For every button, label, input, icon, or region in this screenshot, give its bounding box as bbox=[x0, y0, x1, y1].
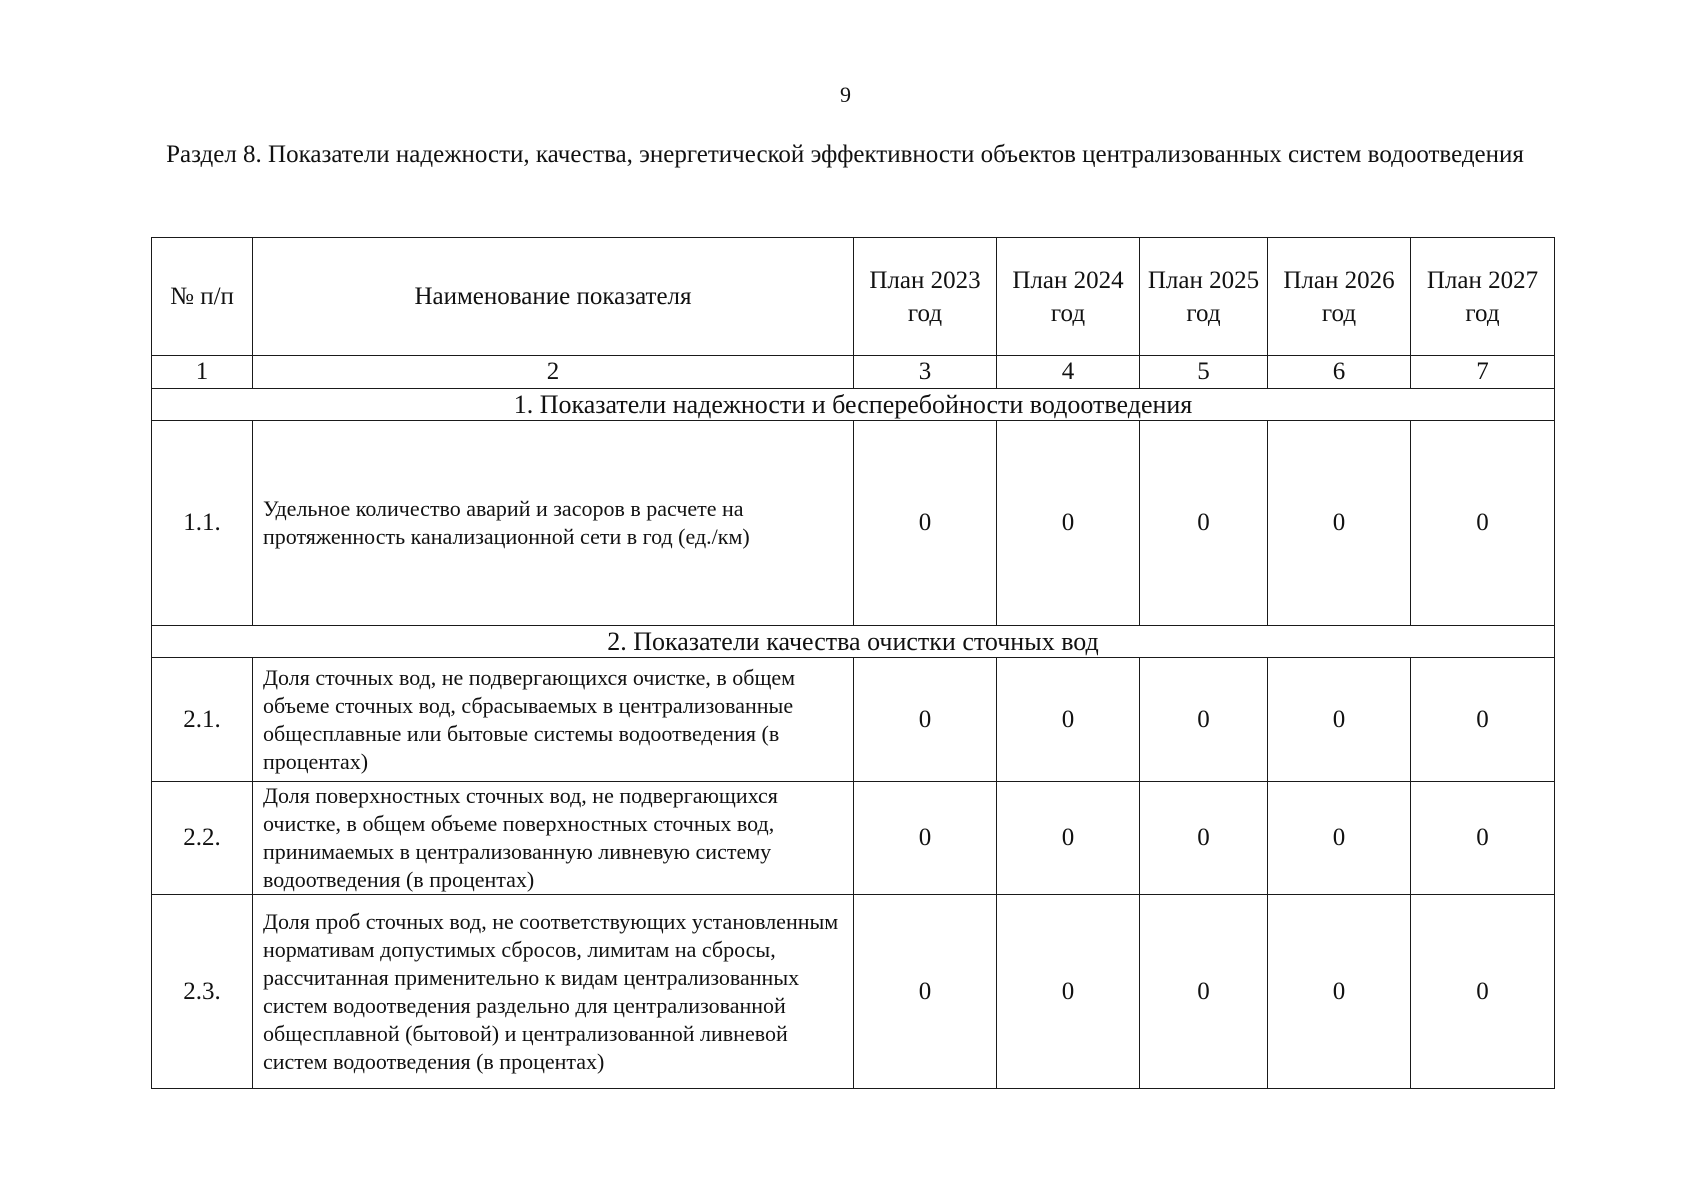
value-cell: 0 bbox=[1411, 782, 1555, 895]
value-cell: 0 bbox=[1268, 782, 1411, 895]
column-number-row bbox=[152, 356, 1555, 389]
indicator-name: Удельное количество аварий и засоров в расчете на протяженность канализационной сети в год (ед./км) bbox=[253, 421, 854, 626]
value-cell: 0 bbox=[997, 895, 1140, 1089]
value-cell: 0 bbox=[997, 421, 1140, 626]
value-cell: 0 bbox=[1140, 782, 1268, 895]
value-cell: 0 bbox=[854, 895, 997, 1089]
header-cell-plan-2024: План 2024 год bbox=[997, 238, 1140, 356]
value-cell: 0 bbox=[1140, 895, 1268, 1089]
header-cell-plan-2027: План 2027 год bbox=[1411, 238, 1555, 356]
header-cell-number: № п/п bbox=[152, 238, 253, 356]
column-number: 3 bbox=[854, 356, 997, 389]
indicators-table bbox=[151, 237, 1555, 1089]
table-row bbox=[152, 421, 1555, 626]
value-cell: 0 bbox=[854, 658, 997, 782]
row-number: 1.1. bbox=[152, 421, 253, 626]
indicator-name: Доля поверхностных сточных вод, не подвергающихся очистке, в общем объеме поверхностных сточных вод, принимаемых в централизованную ливневую систему водоотведения (в процентах) bbox=[253, 782, 854, 895]
row-number: 2.3. bbox=[152, 895, 253, 1089]
value-cell: 0 bbox=[997, 658, 1140, 782]
section-row bbox=[152, 626, 1555, 658]
indicator-name: Доля проб сточных вод, не соответствующих установленным нормативам допустимых сбросов, лимитам на сбросы, рассчитанная применительно к видам централизованных систем водоотведения раздельно для централизованной общесплавной (бытовой) и централизованной ливневой систем водоотведения (в процентах) bbox=[253, 895, 854, 1089]
table-row bbox=[152, 658, 1555, 782]
page-number: 9 bbox=[840, 82, 851, 107]
indicator-name: Доля сточных вод, не подвергающихся очистке, в общем объеме сточных вод, сбрасываемых в централизованные общесплавные или бытовые системы водоотведения (в процентах) bbox=[253, 658, 854, 782]
header-row bbox=[152, 238, 1555, 356]
value-cell: 0 bbox=[1268, 895, 1411, 1089]
column-number: 4 bbox=[997, 356, 1140, 389]
value-cell: 0 bbox=[1140, 658, 1268, 782]
value-cell: 0 bbox=[1140, 421, 1268, 626]
value-cell: 0 bbox=[997, 782, 1140, 895]
column-number: 7 bbox=[1411, 356, 1555, 389]
value-cell: 0 bbox=[1411, 895, 1555, 1089]
header-cell-plan-2025: План 2025 год bbox=[1140, 238, 1268, 356]
column-number: 6 bbox=[1268, 356, 1411, 389]
header-cell-name: Наименование показателя bbox=[253, 238, 854, 356]
value-cell: 0 bbox=[1268, 421, 1411, 626]
value-cell: 0 bbox=[854, 782, 997, 895]
section-title: 2. Показатели качества очистки сточных вод bbox=[152, 626, 1555, 658]
header-cell-plan-2026: План 2026 год bbox=[1268, 238, 1411, 356]
value-cell: 0 bbox=[1411, 658, 1555, 782]
table-row bbox=[152, 782, 1555, 895]
value-cell: 0 bbox=[1268, 658, 1411, 782]
row-number: 2.2. bbox=[152, 782, 253, 895]
column-number: 1 bbox=[152, 356, 253, 389]
value-cell: 0 bbox=[1411, 421, 1555, 626]
section-title: 1. Показатели надежности и бесперебойности водоотведения bbox=[152, 389, 1555, 421]
column-number: 2 bbox=[253, 356, 854, 389]
page-title: Раздел 8. Показатели надежности, качества, энергетической эффективности объектов централизованных систем водоотведения bbox=[166, 141, 1524, 168]
table-row bbox=[152, 895, 1555, 1089]
header-cell-plan-2023: План 2023 год bbox=[854, 238, 997, 356]
row-number: 2.1. bbox=[152, 658, 253, 782]
column-number: 5 bbox=[1140, 356, 1268, 389]
section-row bbox=[152, 389, 1555, 421]
value-cell: 0 bbox=[854, 421, 997, 626]
